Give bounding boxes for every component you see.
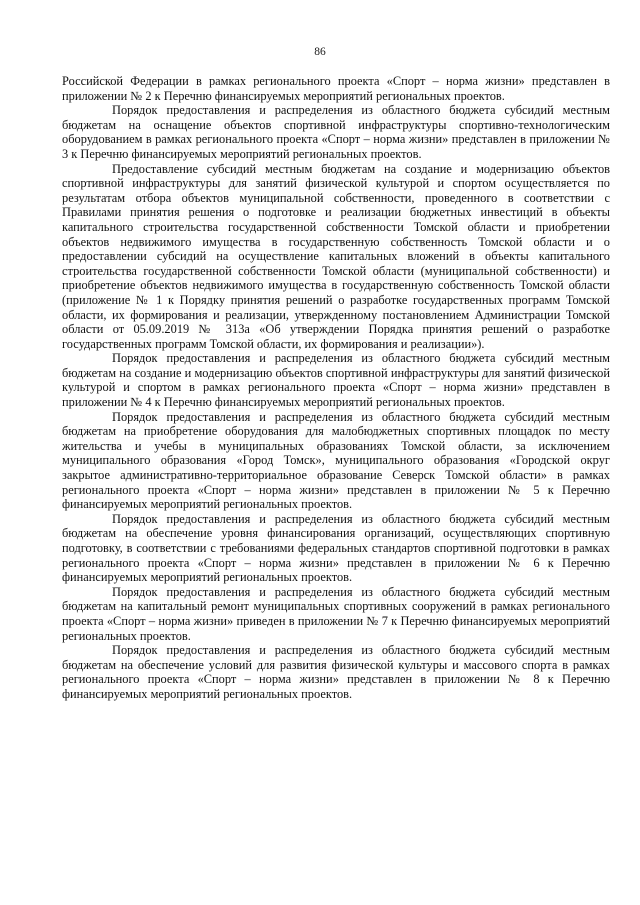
document-body bbox=[62, 74, 610, 702]
paragraph-appendix-8: Порядок предоставления и распределения из областного бюджета субсидий местным бюджетам на обеспечение условий для развития физической культуры и массового спорта в рамках регионального проекта «Спорт – норма жизни» представлен в приложении № 8 к Перечню финансируемых мероприятий региональных проектов. bbox=[62, 643, 610, 701]
paragraph-appendix-6: Порядок предоставления и распределения из областного бюджета субсидий местным бюджетам на обеспечение уровня финансирования организаций, осуществляющих спортивную подготовку, в соответствии с требованиями федеральных стандартов спортивной подготовки в рамках регионального проекта «Спорт – норма жизни» представлен в приложении № 6 к Перечню финансируемых мероприятий региональных проектов. bbox=[62, 511, 610, 585]
paragraph-appendix-7: Порядок предоставления и распределения из областного бюджета субсидий местным бюджетам на капитальный ремонт муниципальных спортивных сооружений в рамках регионального проекта «Спорт – норма жизни» приведен в приложении № 7 к Перечню финансируемых мероприятий региональных проектов. bbox=[62, 584, 610, 643]
paragraph-appendix-4: Порядок предоставления и распределения из областного бюджета субсидий местным бюджетам на создание и модернизацию объектов спортивной инфраструктуры для занятий физической культурой и спортом в рамках регионального проекта «Спорт – норма жизни» представлен в приложении № 4 к Перечню финансируемых мероприятий региональных проектов. bbox=[62, 351, 610, 410]
paragraph-appendix-5: Порядок предоставления и распределения из областного бюджета субсидий местным бюджетам на приобретение оборудования для малобюджетных спортивных площадок по месту жительства и учебы в муниципальных образованиях Томской области, за исключением муниципального образования «Город Томск», муниципального образования «Городской округ закрытое административно-территориальное образование Северск Томской области» в рамках регионального проекта «Спорт – норма жизни» представлен в приложении № 5 к Перечню финансируемых мероприятий региональных проектов. bbox=[62, 409, 610, 512]
paragraph-appendix-3: Порядок предоставления и распределения из областного бюджета субсидий местным бюджетам на оснащение объектов спортивной инфраструктуры спортивно-технологическим оборудованием в рамках регионального проекта «Спорт – норма жизни» представлен в приложении № 3 к Перечню финансируемых мероприятий региональных проектов. bbox=[62, 103, 610, 161]
paragraph-continuation: Российской Федерации в рамках регионального проекта «Спорт – норма жизни» представлен в приложении № 2 к Перечню финансируемых мероприятий региональных проектов. bbox=[62, 74, 610, 103]
paragraph-subsidy-selection: Предоставление субсидий местным бюджетам на создание и модернизацию объектов спортивной инфраструктуры для занятий физической культурой и спортом осуществляется по результатам отбора объектов муниципальной собственности, проведенного в соответствии с Правилами принятия решения о подготовке и реализации бюджетных инвестиций в объекты капитального строительства государственной собственности Томской области и приобретении объектов недвижимого имущества в государственную собственность Томской области и о предоставлении субсидий на осуществление капитальных вложений в объекты капитального строительства государственной собственности Томской области (муниципальной собственности) и приобретение объектов недвижимого имущества в государственную собственность Томской области (приложение № 1 к Порядку принятия решений о разработке государственных программ Томской области, их формирования и реализации, утвержденному постановлением Администрации Томской области от 05.09.2019 № 313а «Об утверждении Порядка принятия решений о разработке государственных программ Томской области, их формирования и реализации»). bbox=[62, 161, 610, 351]
page-number: 86 bbox=[314, 46, 326, 58]
